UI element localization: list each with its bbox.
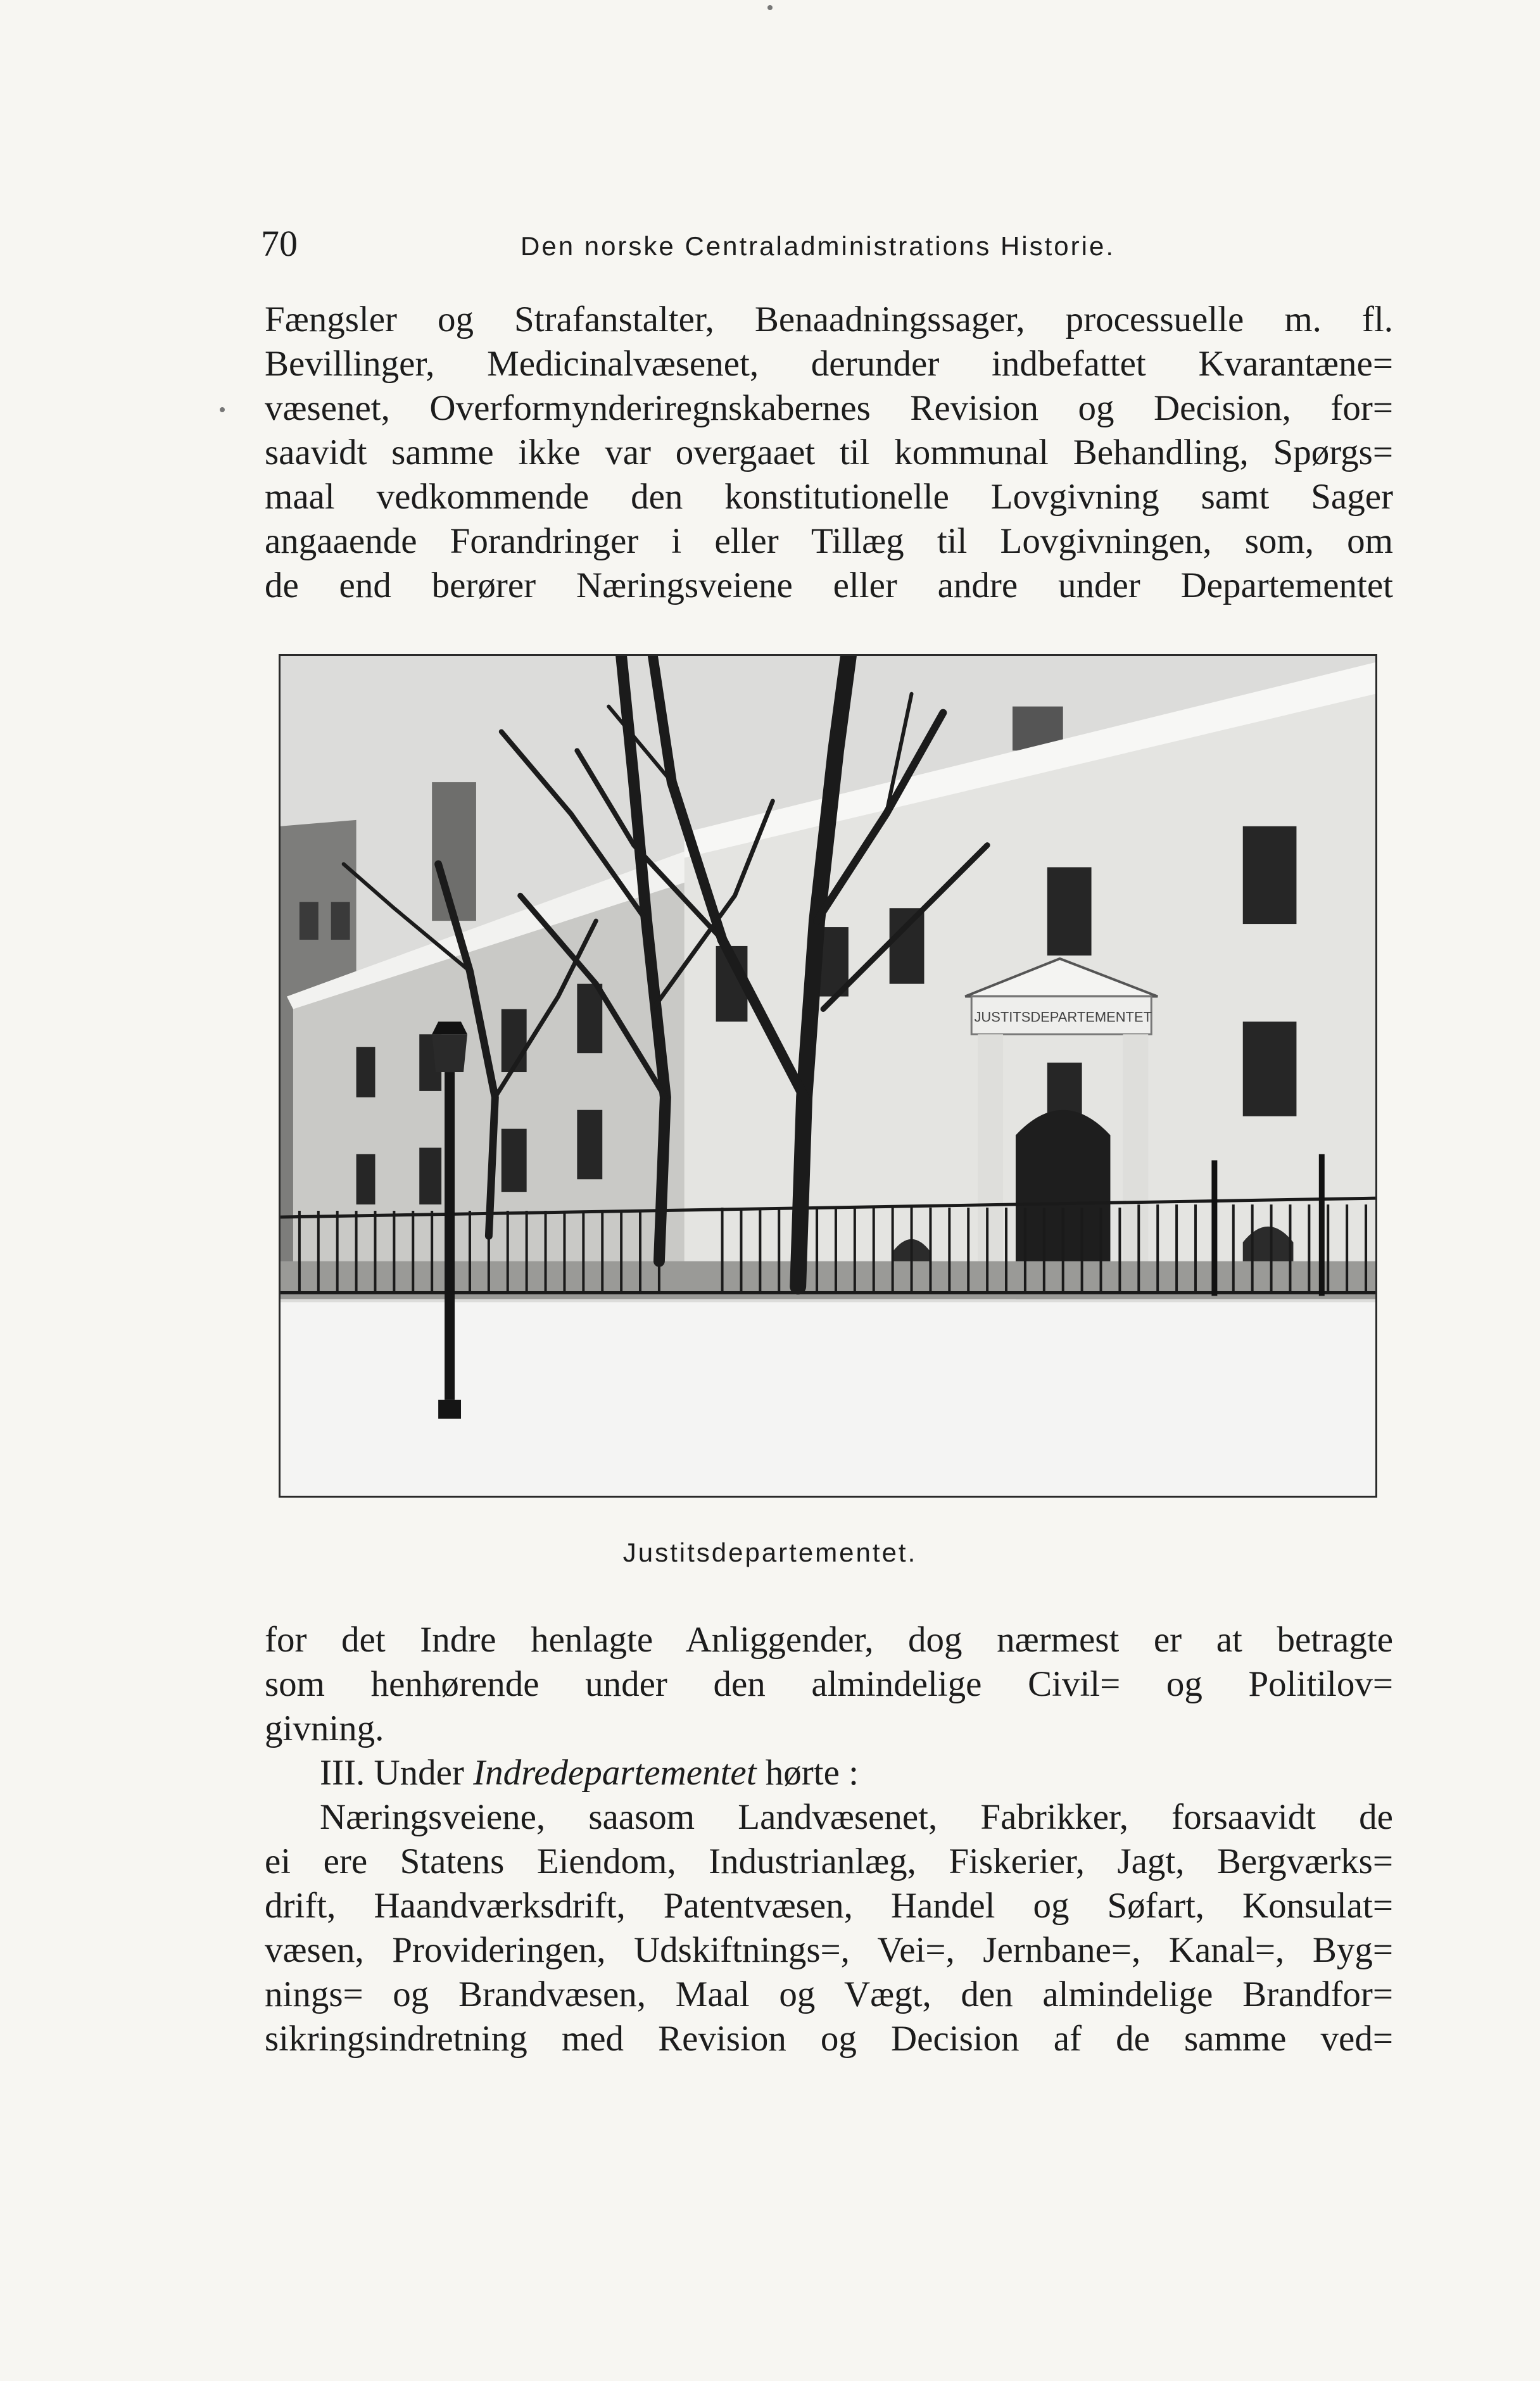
text-line: som henhørende under den almindelige Civil= og Politilov= xyxy=(265,1664,1393,1704)
section-prefix: III. Under xyxy=(320,1753,464,1793)
figure-caption: Justitsdepartementet. xyxy=(622,1538,918,1567)
text-line: saavidt samme ikke var overgaaet til kommunal Behandling, Spørgs= xyxy=(265,433,1393,472)
text-line: Fængsler og Strafanstalter, Benaadningssager, processuelle m. fl. xyxy=(265,300,1393,339)
print-speck xyxy=(767,5,773,10)
text-line: Bevillinger, Medicinalvæsenet, derunder indbefattet Kvarantæne= xyxy=(265,344,1393,384)
building-sign: JUSTITSDEPARTEMENTET xyxy=(974,1009,1152,1025)
text-line: nings= og Brandvæsen, Maal og Vægt, den almindelige Brandfor= xyxy=(265,1974,1393,2014)
section-line xyxy=(320,1751,1393,1795)
photograph-illustration xyxy=(281,656,1375,1496)
running-title: Den norske Centraladministrations Historie. xyxy=(521,231,1115,261)
text-line: væsenet, Overformynderiregnskabernes Revision og Decision, for= xyxy=(265,388,1393,428)
text-line: Næringsveiene, saasom Landvæsenet, Fabrikker, forsaavidt de xyxy=(320,1797,1393,1837)
page-number: 70 xyxy=(261,223,298,264)
section-heading xyxy=(320,1751,1393,1795)
text-line: angaaende Forandringer i eller Tillæg til Lovgivningen, som, om xyxy=(265,521,1393,561)
text-line: maal vedkommende den konstitutionelle Lovgivning samt Sager xyxy=(265,477,1393,517)
print-speck xyxy=(220,407,225,412)
paragraph-mid xyxy=(265,1618,1393,1751)
text-line: givning. xyxy=(265,1708,384,1748)
building-photograph xyxy=(279,654,1377,1498)
text-line: sikringsindretning med Revision og Decision af de samme ved= xyxy=(265,2019,1393,2059)
paragraph-bottom xyxy=(265,1795,1393,2061)
text-line: væsen, Provideringen, Udskiftnings=, Vei=, Jernbane=, Kanal=, Byg= xyxy=(265,1930,1393,1970)
page-header xyxy=(261,218,1401,269)
section-department: Indredepartementet xyxy=(473,1753,757,1793)
text-line: drift, Haandværksdrift, Patentvæsen, Handel og Søfart, Konsulat= xyxy=(265,1886,1393,1926)
text-line: for det Indre henlagte Anliggender, dog nærmest er at betragte xyxy=(265,1620,1393,1660)
section-suffix: hørte : xyxy=(765,1753,859,1793)
paragraph-top xyxy=(265,298,1393,608)
text-line: ei ere Statens Eiendom, Industrianlæg, Fiskerier, Jagt, Bergværks= xyxy=(265,1841,1393,1881)
text-line: de end berører Næringsveiene eller andre under Departementet xyxy=(265,565,1393,605)
